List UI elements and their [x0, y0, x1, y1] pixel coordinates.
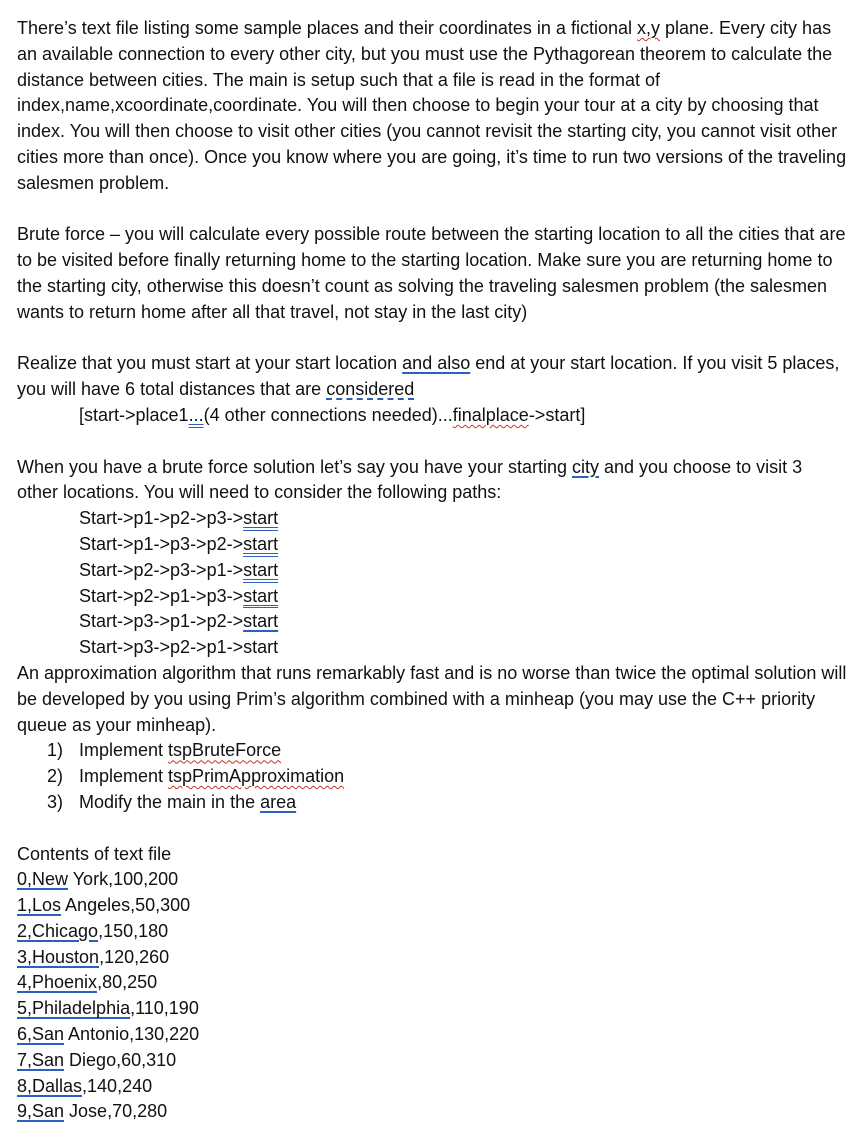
file-contents-title: Contents of text file: [17, 843, 172, 864]
path-line: [79, 635, 847, 661]
path-end: start: [243, 508, 279, 529]
spacer: [17, 429, 847, 455]
intro-text-rest: plane. Every city has an available connection to every other city, but you must use the Pythagorean theorem to calculate the distance between cities. The main is setup such that a file is read in the format of index,name,xcoordinate,coordinate. You will then choose to begin your tour at a city by choosing that index. You will then choose to visit other cities (you cannot revisit the starting city, you cannot visit other cities more than once). Once you know where you are going, it’s time to run two versions of the traveling salesmen problem.: [17, 18, 847, 193]
path-end: start: [243, 585, 279, 606]
task-item: [17, 764, 847, 790]
path-line: [79, 609, 847, 635]
file-line-key: 2,Chicago: [17, 920, 99, 941]
path-prefix: Start->p3->p2->p1->start: [79, 637, 279, 658]
city-word: city: [571, 456, 599, 477]
paths-intro-text-2: and you choose to visit 3 other locations. You will need to consider the following paths:: [17, 456, 803, 503]
xy-word: x,y: [636, 18, 660, 38]
file-line-rest: ,110,190: [130, 998, 199, 1019]
task-label: Implement: [79, 740, 169, 761]
intro-paragraph: [17, 16, 847, 197]
task-item: [17, 790, 847, 816]
path-line: [79, 532, 847, 558]
file-line: [17, 867, 847, 893]
file-line-key: 4,Phoenix: [17, 972, 98, 993]
file-line-key: 9,San: [17, 1101, 65, 1122]
file-line-rest: ,140,240: [82, 1075, 153, 1096]
file-line-key: 1,Los: [17, 895, 62, 916]
path-line: [79, 584, 847, 610]
task-item: [17, 738, 847, 764]
document-page: [17, 16, 847, 1125]
paths-list: [17, 506, 847, 661]
file-line: [17, 919, 847, 945]
example-start: [start->place1: [79, 404, 189, 425]
intro-text: There’s text file listing some sample places and their coordinates in a fictional: [17, 18, 637, 38]
considered-word: considered: [326, 379, 415, 400]
path-line: [79, 506, 847, 532]
file-line: [17, 996, 847, 1022]
spacer: [17, 197, 847, 223]
example-middle: (4 other connections needed)...: [203, 404, 453, 425]
file-line-rest: Diego,60,310: [64, 1049, 177, 1070]
file-line: [17, 893, 847, 919]
file-line-rest: ,80,250: [97, 972, 158, 993]
task-code: tspPrimApproximation: [168, 766, 345, 787]
file-contents-list: [17, 867, 847, 1125]
task-number: 3): [47, 791, 64, 812]
realize-text: Realize that you must start at your start location: [17, 353, 403, 374]
file-line-rest: ,150,180: [98, 920, 169, 941]
realize-paragraph: [17, 351, 847, 403]
example-end: ->start]: [528, 404, 586, 425]
path-prefix: Start->p2->p1->p3->: [79, 585, 244, 606]
task-label: Modify the main in the: [79, 791, 261, 812]
file-line: [17, 1022, 847, 1048]
paths-intro-paragraph: [17, 455, 847, 507]
file-line: [17, 1099, 847, 1125]
file-line: [17, 970, 847, 996]
file-line-key: 8,Dallas: [17, 1075, 83, 1096]
and-also-word: and also: [402, 353, 471, 374]
file-line-rest: ,120,260: [99, 946, 170, 967]
file-line: [17, 1048, 847, 1074]
path-end: start: [243, 559, 279, 580]
file-line-rest: Antonio,130,220: [64, 1024, 200, 1045]
file-line: [17, 945, 847, 971]
example-finalplace: finalplace: [452, 404, 529, 425]
file-line-key: 7,San: [17, 1049, 65, 1070]
file-line-key: 5,Philadelphia: [17, 998, 131, 1019]
path-prefix: Start->p1->p3->p2->: [79, 533, 244, 554]
example-dots: ...: [188, 404, 204, 425]
task-code: tspBruteForce: [168, 740, 282, 761]
paths-intro-text: When you have a brute force solution let’s say you have your starting: [17, 456, 572, 477]
spacer: [17, 816, 847, 842]
path-end: start: [243, 611, 279, 632]
task-code: area: [260, 791, 297, 812]
file-line-key: 0,New: [17, 869, 69, 890]
brute-force-paragraph: Brute force – you will calculate every possible route between the starting location to all the cities that are to be visited before finally returning home to the starting location. Make sure you are returning home to the starting city, otherwise this doesn’t count as solving the traveling salesmen problem (the salesmen wants to return home after all that travel, not stay in the last city): [17, 224, 846, 322]
file-line-rest: Jose,70,280: [64, 1101, 168, 1122]
path-line: [79, 558, 847, 584]
path-end: start: [243, 533, 279, 554]
path-prefix: Start->p2->p3->p1->: [79, 559, 244, 580]
task-number: 2): [47, 766, 64, 787]
approximation-paragraph: An approximation algorithm that runs remarkably fast and is no worse than twice the optimal solution will be developed by you using Prim’s algorithm combined with a minheap (you may use the C++ priority queue as your minheap).: [17, 662, 847, 735]
spacer: [17, 326, 847, 352]
path-prefix: Start->p3->p1->p2->: [79, 611, 244, 632]
file-line-key: 3,Houston: [17, 946, 100, 967]
task-list: [17, 738, 847, 815]
task-label: Implement: [79, 766, 169, 787]
file-line-rest: Angeles,50,300: [61, 895, 191, 916]
realize-text-2: end at your start location. If you visit 5 places, you will have 6 total distances that are: [17, 353, 840, 400]
file-line: [17, 1074, 847, 1100]
task-number: 1): [47, 740, 64, 761]
file-line-rest: York,100,200: [68, 869, 179, 890]
example-route: [17, 403, 847, 429]
file-line-key: 6,San: [17, 1024, 65, 1045]
path-prefix: Start->p1->p2->p3->: [79, 508, 244, 529]
